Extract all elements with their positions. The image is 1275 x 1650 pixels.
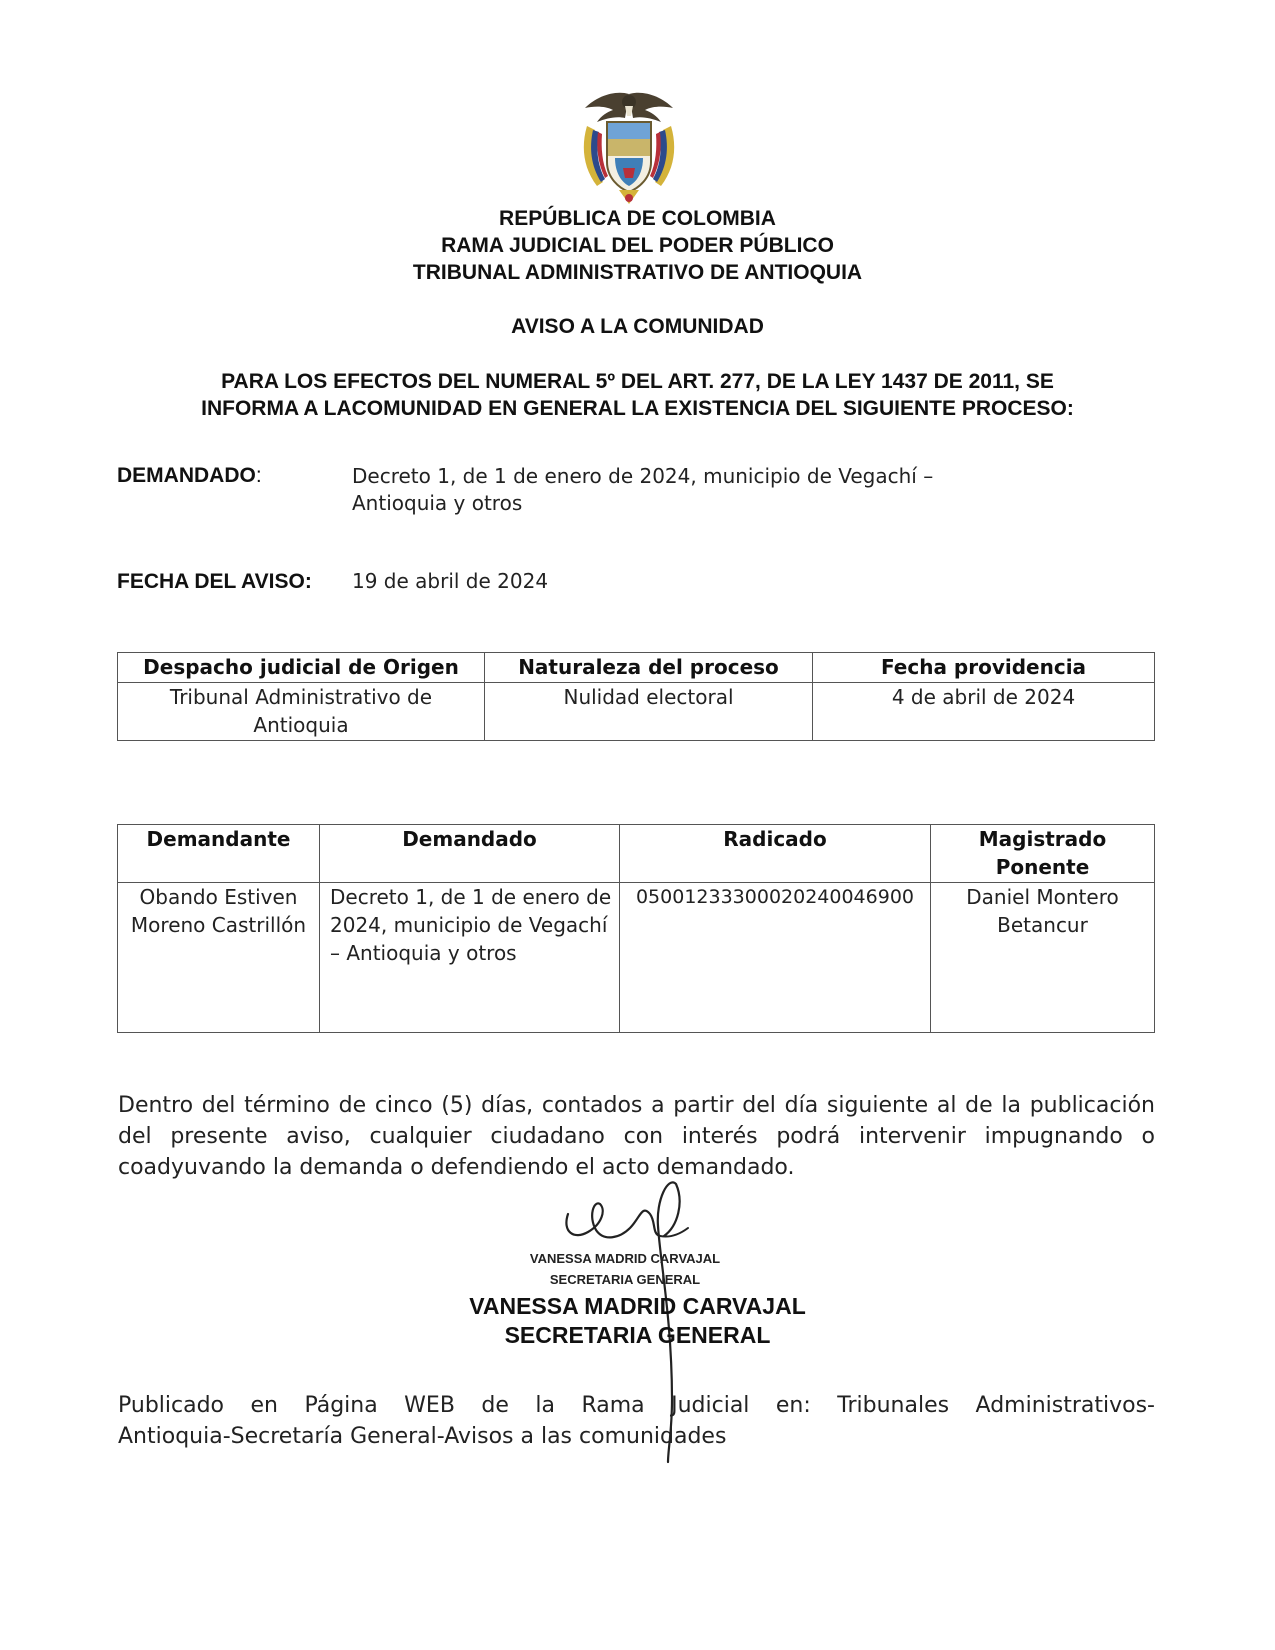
origin-header-fecha: Fecha providencia	[813, 653, 1155, 683]
process-header-demandante: Demandante	[118, 825, 320, 883]
origin-header-despacho: Despacho judicial de Origen	[118, 653, 485, 683]
process-table	[117, 824, 1155, 1033]
header-country: REPÚBLICA DE COLOMBIA	[499, 207, 776, 230]
purpose-block	[0, 368, 1275, 422]
origin-cell-despacho: Tribunal Administrativo de Antioquia	[118, 683, 485, 741]
demandado-value-line-2: Antioquia y otros	[352, 491, 523, 515]
process-cell-demandado: Decreto 1, de 1 de enero de 2024, municipio de Vegachí – Antioquia y otros	[320, 883, 620, 1033]
origin-table-header-row	[118, 653, 1155, 683]
stamp-name: VANESSA MADRID CARVAJAL	[529, 1251, 721, 1266]
process-header-magistrado: Magistrado Ponente	[931, 825, 1155, 883]
publication-note	[118, 1390, 1155, 1452]
body-paragraph: Dentro del término de cinco (5) días, contados a partir del día siguiente al de la publicación del presente aviso, cualquier ciudadano con interés podrá intervenir impugnando o coadyuvando la demanda o defendiendo el acto demandado.	[118, 1093, 1155, 1180]
header-branch: RAMA JUDICIAL DEL PODER PÚBLICO	[441, 234, 834, 257]
notice-title: AVISO A LA COMUNIDAD	[511, 315, 764, 338]
signature-stamp	[450, 1248, 800, 1290]
header-tribunal: TRIBUNAL ADMINISTRATIVO DE ANTIOQUIA	[412, 261, 863, 284]
process-cell-demandante: Obando Estiven Moreno Castrillón	[118, 883, 320, 1033]
origin-header-naturaleza: Naturaleza del proceso	[485, 653, 813, 683]
signatory-title: SECRETARIA GENERAL	[504, 1322, 771, 1348]
origin-table-row	[118, 683, 1155, 741]
process-cell-magistrado: Daniel Montero Betancur	[931, 883, 1155, 1033]
publication-note-line-1: Publicado en Página WEB de la Rama Judicial en: Tribunales Administrativos-	[118, 1393, 1155, 1418]
process-table-header-row	[118, 825, 1155, 883]
demandado-value-line-1: Decreto 1, de 1 de enero de 2024, municipio de Vegachí –	[352, 464, 934, 488]
process-header-demandado: Demandado	[320, 825, 620, 883]
publication-note-line-2: Antioquia-Secretaría General-Avisos a las comunidades	[118, 1424, 727, 1449]
origin-table	[117, 652, 1155, 741]
purpose-line-1: PARA LOS EFECTOS DEL NUMERAL 5º DEL ART. 277, DE LA LEY 1437 DE 2011, SE	[221, 370, 1054, 393]
signatory-name: VANESSA MADRID CARVAJAL	[469, 1293, 806, 1319]
process-table-row	[118, 883, 1155, 1033]
fecha-aviso-value: 19 de abril de 2024	[352, 569, 549, 593]
demandado-value	[352, 463, 933, 517]
origin-cell-naturaleza: Nulidad electoral	[485, 683, 813, 741]
colombia-coat-of-arms-icon	[567, 86, 691, 208]
demandado-label: DEMANDADO:	[117, 464, 262, 487]
signatory-block	[0, 1292, 1275, 1350]
process-cell-radicado: 05001233300020240046900	[620, 883, 931, 1033]
purpose-line-2: INFORMA A LACOMUNIDAD EN GENERAL LA EXISTENCIA DEL SIGUIENTE PROCESO:	[201, 397, 1074, 420]
stamp-title: SECRETARIA GENERAL	[549, 1272, 701, 1287]
fecha-aviso-label: FECHA DEL AVISO:	[117, 570, 312, 593]
header-block	[0, 205, 1275, 286]
process-header-radicado: Radicado	[620, 825, 931, 883]
origin-cell-fecha: 4 de abril de 2024	[813, 683, 1155, 741]
